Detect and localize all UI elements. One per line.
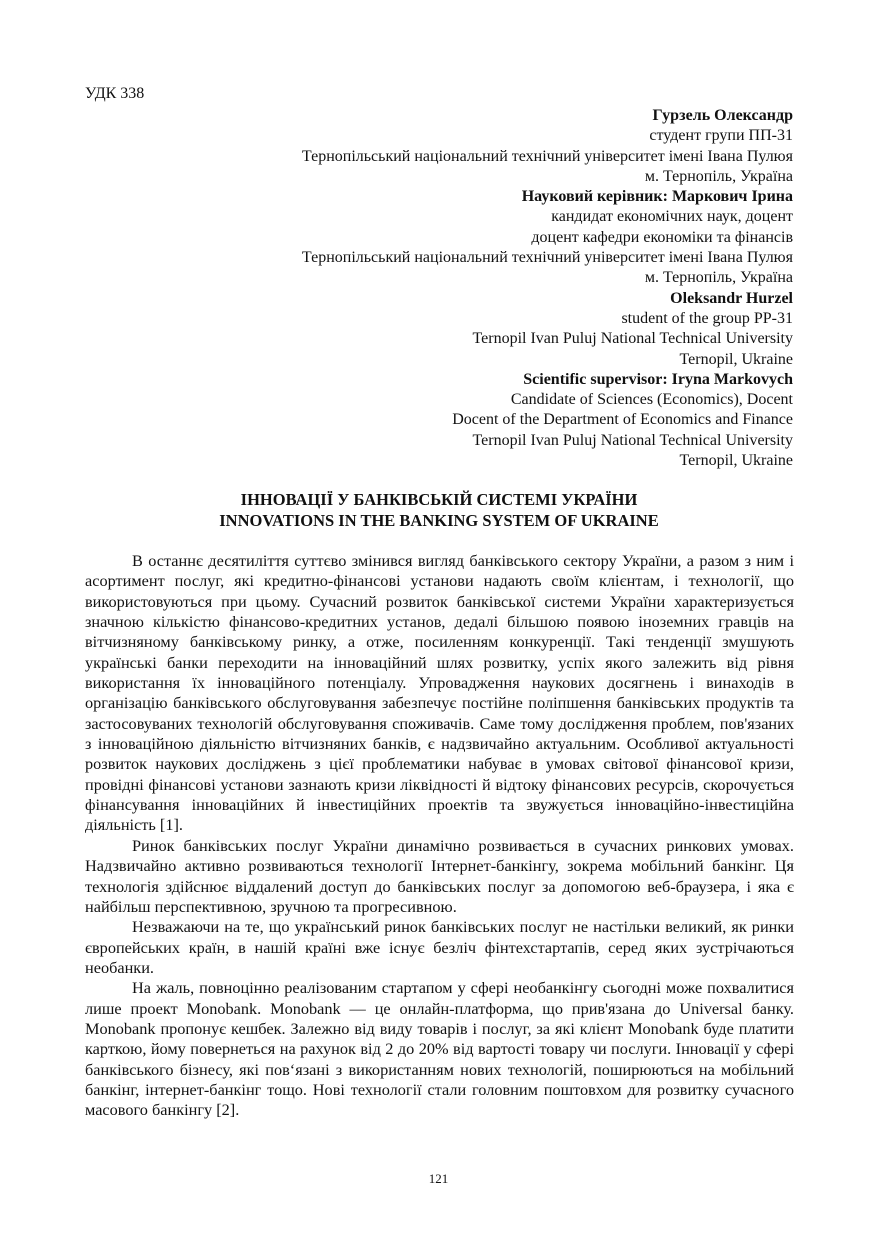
body-paragraph: Незважаючи на те, що український ринок банківських послуг не настільки великий, як ринки європейських країн, в нашій країні вже існує безліч фінтехстартапів, серед яких зустрічаються необанки. (85, 917, 794, 977)
author-info-line: кандидат економічних наук, доцент (551, 208, 793, 226)
author-name-line: Oleksandr Hurzel (670, 289, 793, 307)
author-info-line: доцент кафедри економіки та фінансів (531, 228, 793, 246)
author-info-line: Ternopil, Ukraine (679, 350, 793, 368)
author-info-line: м. Тернопіль, Україна (644, 269, 793, 287)
author-name-line: Науковий керівник: Маркович Ірина (521, 188, 793, 206)
article-body (85, 551, 794, 1121)
author-name-line: Гурзель Олександр (652, 107, 793, 124)
udk-code: УДК 338 (85, 85, 145, 102)
body-paragraph: В останнє десятиліття суттєво змінився вигляд банківського сектору України, а разом з ним і асортимент послуг, які кредитно-фінансові установи надають своїм клієнтам, і технології, що використовуються при цьому. Сучасний розвиток банківської системи України характеризується значною кількістю фінансово-кредитних установ, дедалі більшою появою іноземних гравців на вітчизняному банківському ринку, а отже, посиленням конкуренції. Такі тенденції змушують українські банки переходити на інноваційний шлях розвитку, успіх якого залежить від рівня використання їх інноваційного потенціалу. Упровадження наукових досягнень і винаходів в організацію банківського обслуговування забезпечує постійне поліпшення банківських продуктів та застосовуваних технологій обслуговування споживачів. Саме тому дослідження проблем, пов'язаних з інноваційною діяльністю вітчизняних банків, є надзвичайно актуальним. Особливої актуальності розвиток наукових досліджень з цієї проблематики набуває в умовах світової фінансової кризи, провідні фінансові установи зазнають кризи ліквідності й відтоку фінансових ресурсів, скорочується фінансування інноваційних й інвестиційних проектів та звужується інноваційно-інвестиційна діяльність [1]. (85, 551, 794, 835)
title-english: INNOVATIONS IN THE BANKING SYSTEM OF UKRAINE (219, 511, 659, 530)
author-block (73, 106, 793, 471)
author-info-line: Docent of the Department of Economics and Finance (452, 411, 793, 429)
author-info-line: Candidate of Sciences (Economics), Docent (510, 391, 793, 409)
author-info-line: м. Тернопіль, Україна (644, 167, 793, 185)
author-info-line: Ternopil Ivan Puluj National Technical University (472, 431, 793, 449)
body-paragraph: На жаль, повноцінно реалізованим стартапом у сфері необанкінгу сьогодні може похвалитися лише проект Monobank. Monobank — це онлайн-платформа, що прив'язана до Universal банку. Monobank пропонує кешбек. Залежно від виду товарів і послуг, за які клієнт Monobank буде платити карткою, йому повернеться на рахунок від 2 до 20% від вартості товару чи послуги. Інновації у сфері банківського бізнесу, які пов‘язані з використанням нових технологій, поширюються на мобільний банкінг, інтернет-банкінг тощо. Нові технології стали головним поштовхом для розвитку сучасного масового банкінгу [2]. (85, 978, 794, 1120)
author-info-line: Ternopil, Ukraine (679, 452, 793, 470)
author-info-line: Ternopil Ivan Puluj National Technical University (472, 330, 793, 348)
title-block (85, 489, 793, 531)
author-info-line: Тернопільський національний технічний університет імені Івана Пулюя (301, 147, 793, 165)
author-info-line: студент групи ПП-31 (649, 127, 793, 145)
author-info-line: Тернопільський національний технічний університет імені Івана Пулюя (301, 249, 793, 267)
author-info-line: student of the group PP-31 (621, 309, 793, 327)
author-name-line: Scientific supervisor: Iryna Markovych (523, 370, 793, 388)
body-paragraph: Ринок банківських послуг України динамічно розвивається в сучасних ринкових умовах. Надзвичайно активно розвиваються технології Інтернет-банкінгу, зокрема мобільний банкінг. Ця технологія здійснює віддалений доступ до банківських послуг за допомогою веб-браузера, і яка є найбільш перспективною, зручною та прогресивною. (85, 835, 794, 916)
page-number: 121 (428, 1171, 449, 1186)
title-ukrainian: ІННОВАЦІЇ У БАНКІВСЬКІЙ СИСТЕМІ УКРАЇНИ (240, 490, 638, 509)
